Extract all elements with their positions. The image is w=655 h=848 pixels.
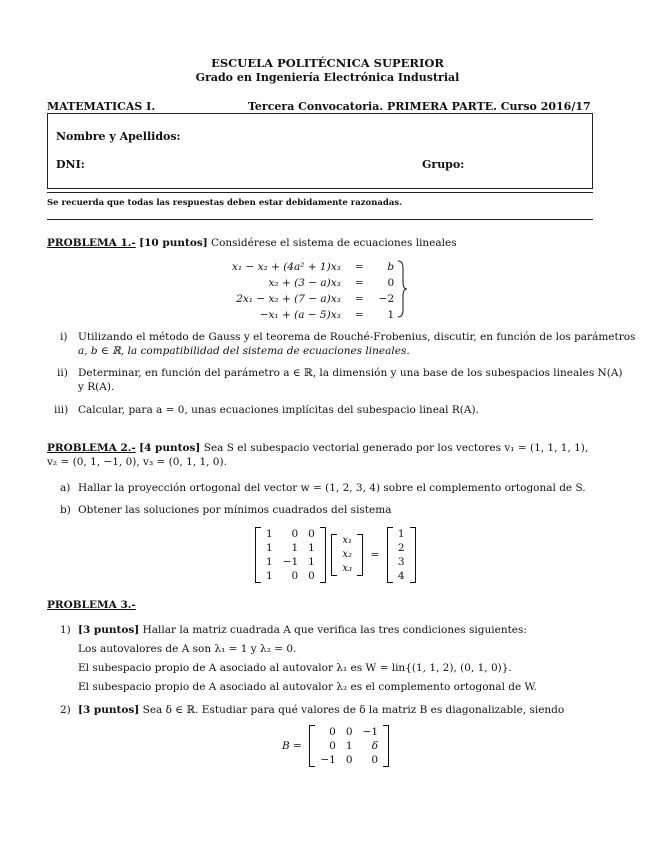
- problem-2-title: PROBLEMA 2.-: [47, 442, 136, 454]
- eq-rhs: 0: [387, 277, 395, 289]
- problem-2-points: [4 puntos]: [139, 442, 201, 454]
- p2-item-a-text: Hallar la proyección ortogonal del vector w = (1, 2, 3, 4) sobre el complemento ortogonal de S.: [78, 482, 586, 494]
- divider: [47, 192, 593, 193]
- p2-item-b-text: Obtener las soluciones por mínimos cuadrados del sistema: [78, 504, 392, 516]
- equals-sign: =: [370, 549, 380, 561]
- course-name: MATEMATICAS I.: [47, 100, 156, 113]
- school-title: ESCUELA POLITÉCNICA SUPERIOR: [211, 56, 444, 70]
- matrix-cell: −1: [282, 556, 299, 568]
- matrix-cell: 1: [291, 542, 299, 554]
- matrix-cell: 0: [308, 528, 315, 540]
- equation-system: x₁ − x₂ + (4a² + 1)x₃ = b x₂ + (3 − a)x₃ = 0 2x₁ − x₂ + (7 − a)x₃ = −2 −x₁ + (a − 5)x₃ = 1: [232, 261, 395, 321]
- dni-label: DNI:: [56, 158, 85, 171]
- problem-1-title: PROBLEMA 1.-: [47, 237, 136, 249]
- p3-item-1: [78, 623, 527, 637]
- matrix-cell: 1: [266, 556, 273, 568]
- right-brace: [396, 260, 408, 318]
- student-info-box: [47, 113, 593, 189]
- unknowns-vector: [331, 534, 363, 576]
- problem-1-heading: [47, 236, 457, 250]
- p1-item-i-text: a, b ∈ ℝ, la compatibilidad del sistema de ecuaciones lineales.: [78, 345, 410, 357]
- problem-3-title: PROBLEMA 3.-: [47, 599, 136, 611]
- rhs-value: 3: [397, 556, 405, 568]
- exam-session: Tercera Convocatoria. PRIMERA PARTE. Curso 2016/17: [248, 100, 591, 113]
- notice: Se recuerda que todas las respuestas deben estar debidamente razonadas.: [47, 198, 403, 208]
- p3-condition: El subespacio propio de A asociado al autovalor λ₁ es W = lin{(1, 1, 2), (0, 1, 0)}.: [78, 662, 512, 674]
- divider: [47, 219, 593, 220]
- p3-condition: Los autovalores de A son λ₁ = 1 y λ₂ = 0.: [78, 643, 297, 655]
- problem-1-intro: Considérese el sistema de ecuaciones lineales: [211, 237, 457, 249]
- eq-rhs: b: [387, 261, 395, 273]
- matrix-cell: 0: [345, 726, 353, 738]
- p3-item-2-points: [3 puntos]: [78, 704, 140, 716]
- p3-item-1-points: [3 puntos]: [78, 624, 140, 636]
- p1-item-ii-text: y R(A).: [78, 381, 115, 393]
- matrix-cell: 1: [266, 570, 273, 582]
- coefficient-matrix: [255, 527, 326, 583]
- matrix-cell: 1: [266, 528, 273, 540]
- matrix-cell: 1: [308, 556, 315, 568]
- matrix-b: [309, 725, 389, 767]
- matrix-cell: 1: [308, 542, 315, 554]
- rhs-vector: [387, 527, 416, 583]
- group-label: Grupo:: [422, 158, 465, 171]
- eq-rhs: −2: [378, 293, 395, 305]
- eq-lhs: 2x₁ − x₂ + (7 − a)x₃: [236, 293, 341, 305]
- degree-title: Grado en Ingeniería Electrónica Industrial: [195, 71, 460, 84]
- eq-lhs: −x₁ + (a − 5)x₃: [259, 309, 341, 321]
- rhs-value: 2: [397, 542, 405, 554]
- p1-item-i-label: i): [60, 331, 68, 343]
- p3-item-1-label: 1): [60, 624, 71, 636]
- problem-2-intro: Sea S el subespacio vectorial generado por los vectores v₁ = (1, 1, 1, 1),: [203, 442, 589, 454]
- matrix-cell: 1: [345, 740, 353, 752]
- matrix-b-name: B =: [282, 740, 302, 752]
- unknown: x₃: [342, 563, 353, 574]
- matrix-cell: 0: [329, 726, 336, 738]
- p3-item-2: [78, 703, 564, 717]
- matrix-cell: 0: [308, 570, 315, 582]
- p1-item-iii-text: Calcular, para a = 0, unas ecuaciones implícitas del subespacio lineal R(A).: [78, 404, 479, 416]
- problem-1-points: [10 puntos]: [139, 237, 208, 249]
- p1-item-ii-label: ii): [57, 367, 68, 379]
- name-label: Nombre y Apellidos:: [56, 130, 181, 143]
- p1-item-iii-label: iii): [54, 404, 69, 416]
- p3-item-2-text: Sea δ ∈ ℝ. Estudiar para qué valores de δ la matriz B es diagonalizable, siendo: [142, 704, 565, 716]
- matrix-cell: 0: [291, 570, 299, 582]
- unknown: x₂: [342, 549, 353, 560]
- matrix-cell: 0: [291, 528, 299, 540]
- eq-rhs: 1: [387, 309, 395, 321]
- problem-2-intro-cont: v₂ = (0, 1, −1, 0), v₃ = (0, 1, 1, 0).: [47, 456, 227, 468]
- p3-item-2-label: 2): [60, 704, 71, 716]
- rhs-value: 4: [397, 570, 405, 582]
- matrix-cell: 0: [371, 754, 379, 766]
- unknown: x₁: [342, 535, 353, 546]
- matrix-cell: −1: [362, 726, 379, 738]
- rhs-value: 1: [397, 528, 405, 540]
- p2-item-a-label: a): [60, 482, 71, 494]
- matrix-cell: 0: [345, 754, 353, 766]
- matrix-cell: δ: [371, 740, 379, 752]
- p1-item-i-text: Utilizando el método de Gauss y el teorema de Rouché-Frobenius, discutir, en función de los parámetros: [78, 331, 636, 343]
- matrix-cell: −1: [320, 754, 336, 766]
- problem-2-heading: [47, 441, 588, 455]
- matrix-b-block: [282, 725, 389, 767]
- p3-item-1-text: Hallar la matriz cuadrada A que verifica las tres condiciones siguientes:: [142, 624, 527, 636]
- p3-condition: El subespacio propio de A asociado al autovalor λ₂ es el complemento ortogonal de W.: [78, 681, 537, 693]
- p2-item-b-label: b): [60, 504, 71, 516]
- matrix-cell: 0: [329, 740, 336, 752]
- least-squares-system: [255, 527, 416, 583]
- eq-lhs: x₂ + (3 − a)x₃: [268, 277, 341, 289]
- eq-lhs: x₁ − x₂ + (4a² + 1)x₃: [232, 261, 341, 273]
- matrix-cell: 1: [266, 542, 273, 554]
- p1-item-ii-text: Determinar, en función del parámetro a ∈ ℝ, la dimensión y una base de los subespacios lineales N(A): [78, 367, 623, 379]
